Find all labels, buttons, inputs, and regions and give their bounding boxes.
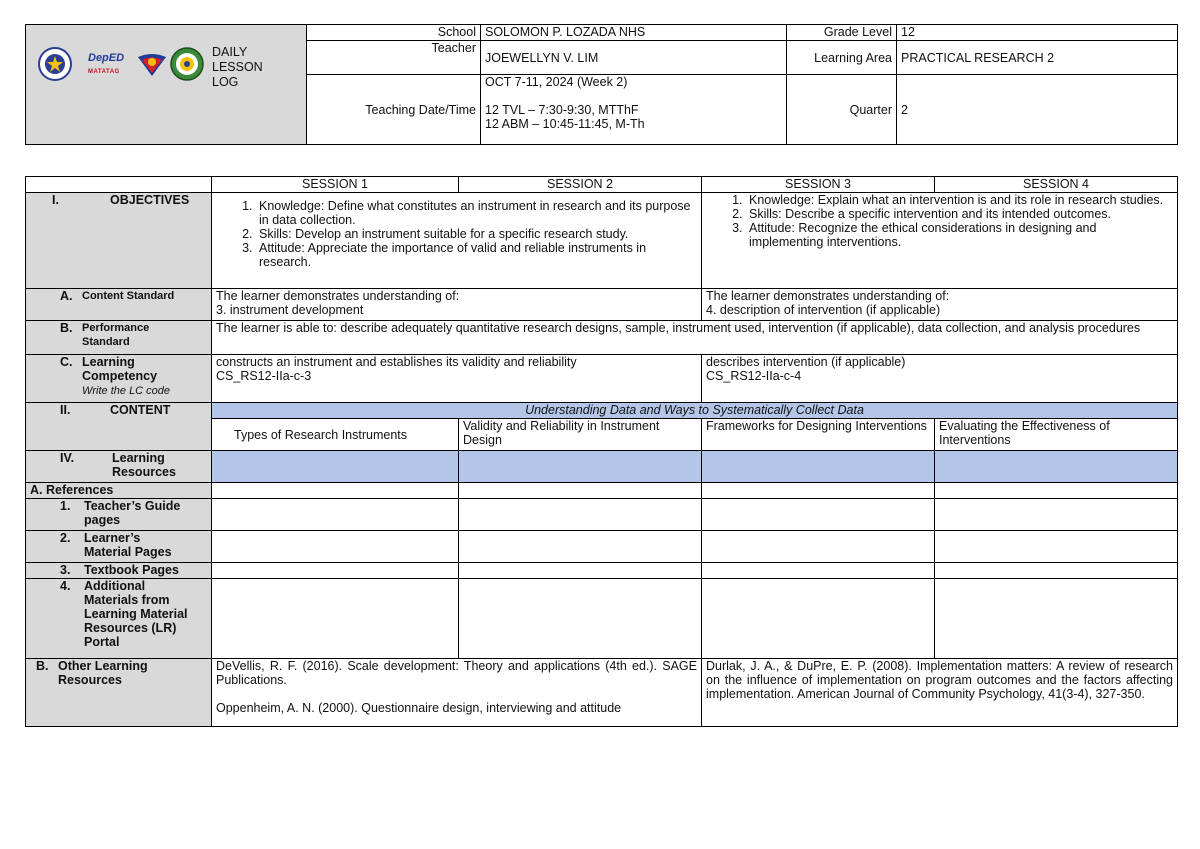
section-label: Other Learning Resources [58, 659, 148, 687]
grade-label: Grade Level [787, 25, 897, 41]
item-number: 1. [60, 499, 71, 513]
lesson-log-table [25, 176, 1178, 727]
bagong-pilipinas-logo [136, 51, 168, 77]
objective-item: 1. Knowledge: Define what constitutes an instrument in research and its purpose in data collection. [256, 199, 697, 227]
empty-cell [935, 563, 1178, 579]
empty-cell [935, 499, 1178, 531]
resources-cell [459, 451, 702, 483]
logo-strip [38, 47, 214, 81]
topic-session-4: Evaluating the Effectiveness of Interventions [935, 419, 1178, 451]
objective-item: 2. Skills: Describe a specific intervention and its intended outcomes. [746, 207, 1173, 221]
reference-text: Oppenheim, A. N. (2000). Questionnaire design, interviewing and attitude [216, 701, 622, 715]
other-resources-label [26, 659, 212, 727]
empty-cell [702, 483, 935, 499]
section-number: I. [52, 193, 59, 207]
section-label: Learning Resources [112, 451, 176, 479]
resources-cell [212, 451, 459, 483]
empty-cell [702, 499, 935, 531]
teachers-guide-label [26, 499, 212, 531]
section-number: A. [60, 289, 73, 303]
session-header: SESSION 3 [702, 177, 935, 193]
item-label: Textbook Pages [84, 563, 179, 577]
section-label: Performance Standard [82, 322, 150, 348]
school-seal-logo [170, 47, 204, 81]
empty-cell [212, 499, 459, 531]
quarter-label: Quarter [787, 75, 897, 145]
empty-cell [935, 531, 1178, 563]
competency-label [26, 355, 212, 403]
title-line: LOG [212, 75, 239, 89]
standard-text: The learner demonstrates understanding of: [216, 289, 460, 303]
deped-seal-logo [38, 47, 72, 81]
section-label: OBJECTIVES [110, 193, 190, 207]
empty-cell [702, 563, 935, 579]
school-value: SOLOMON P. LOZADA NHS [481, 25, 787, 41]
empty-cell [459, 579, 702, 659]
deped-matatag-logo [88, 51, 132, 79]
empty-cell [935, 483, 1178, 499]
competency-left [212, 355, 702, 403]
date-label: Teaching Date/Time [307, 75, 481, 145]
objectives-session-1-2 [212, 193, 702, 289]
standard-text: 4. description of intervention (if applicable) [706, 303, 941, 317]
session-header: SESSION 1 [212, 177, 459, 193]
date-value [481, 75, 787, 145]
section-label: CONTENT [110, 403, 171, 417]
other-resources-right: Durlak, J. A., & DuPre, E. P. (2008). Implementation matters: A review of research on the influence of implementation on program outcomes and the factors affecting implementation. American Journal of Community Psychology, 41(3-4), 327-350. [702, 659, 1178, 727]
content-standard-label [26, 289, 212, 321]
empty-cell [459, 531, 702, 563]
empty-cell [212, 579, 459, 659]
item-number: 4. [60, 579, 71, 593]
daily-lesson-log-title [212, 45, 263, 90]
header-logo-cell [26, 25, 307, 145]
empty-cell [459, 563, 702, 579]
content-standard-right [702, 289, 1178, 321]
competency-code: CS_RS12-IIa-c-3 [216, 369, 312, 383]
resources-cell [935, 451, 1178, 483]
learners-material-label [26, 531, 212, 563]
additional-materials-label [26, 579, 212, 659]
session-header: SESSION 2 [459, 177, 702, 193]
textbook-pages-label [26, 563, 212, 579]
session-header: SESSION 4 [935, 177, 1178, 193]
time-line: 12 TVL – 7:30-9:30, MTThF [485, 103, 639, 117]
section-number: B. [60, 321, 73, 335]
other-resources-left [212, 659, 702, 727]
title-line: DAILY [212, 45, 248, 59]
empty-cell [459, 499, 702, 531]
title-line: LESSON [212, 60, 263, 74]
empty-cell [212, 483, 459, 499]
resources-cell [702, 451, 935, 483]
content-standard-left [212, 289, 702, 321]
empty-cell [459, 483, 702, 499]
topic-session-2: Validity and Reliability in Instrument Design [459, 419, 702, 451]
date-line: OCT 7-11, 2024 (Week 2) [485, 75, 628, 89]
time-line: 12 ABM – 10:45-11:45, M-Th [485, 117, 645, 131]
performance-standard-text: The learner is able to: describe adequately quantitative research designs, sample, instrument used, intervention (if applicable), data collection, and analysis procedures [212, 321, 1178, 355]
item-label: Additional Materials from Learning Material Resources (LR) Portal [84, 579, 188, 649]
competency-text: describes intervention (if applicable) [706, 355, 906, 369]
objective-item: 3. Attitude: Recognize the ethical considerations in designing and implementing interventions. [746, 221, 1173, 249]
deped-text: DepED [88, 52, 125, 64]
topic-session-3: Frameworks for Designing Interventions [702, 419, 935, 451]
performance-standard-label [26, 321, 212, 355]
empty-cell [212, 531, 459, 563]
section-label: Content Standard [82, 290, 175, 302]
grade-value: 12 [897, 25, 1178, 41]
section-number: IV. [60, 451, 75, 465]
empty-cell [935, 579, 1178, 659]
header-table [25, 24, 1178, 145]
item-number: 2. [60, 531, 71, 545]
section-number: B. [36, 659, 49, 673]
section-number: II. [60, 403, 71, 417]
empty-cell [702, 579, 935, 659]
reference-text: DeVellis, R. F. (2016). Scale development: Theory and applications (4th ed.). SAGE Publications. [216, 659, 697, 687]
area-value: PRACTICAL RESEARCH 2 [897, 41, 1178, 75]
teacher-value: JOEWELLYN V. LIM [481, 41, 787, 75]
learning-resources-label [26, 451, 212, 483]
objectives-list-left [216, 199, 697, 269]
objective-item: 1. Knowledge: Explain what an intervention is and its role in research studies. [746, 193, 1173, 207]
standard-text: The learner demonstrates understanding of: [706, 289, 950, 303]
content-label [26, 403, 212, 451]
objectives-list-right [706, 193, 1173, 249]
area-label: Learning Area [787, 41, 897, 75]
corner-cell [26, 177, 212, 193]
item-label: Teacher’s Guide pages [84, 499, 181, 527]
quarter-value: 2 [897, 75, 1178, 145]
school-label: School [307, 25, 481, 41]
objectives-label [26, 193, 212, 289]
references-label: A. References [26, 483, 212, 499]
objective-item: 3. Attitude: Appreciate the importance of valid and reliable instruments in research. [256, 241, 697, 269]
objective-item: 2. Skills: Develop an instrument suitable for a specific research study. [256, 227, 697, 241]
standard-text: 3. instrument development [216, 303, 364, 317]
content-banner: Understanding Data and Ways to Systematically Collect Data [212, 403, 1178, 419]
topic-session-1: Types of Research Instruments [212, 419, 459, 451]
section-number: C. [60, 355, 73, 369]
section-label: Learning Competency Write the LC code [82, 355, 171, 397]
teacher-label: Teacher [307, 41, 481, 75]
competency-text: constructs an instrument and establishes its validity and reliability [216, 355, 577, 369]
matatag-text: MATATAG [88, 69, 120, 75]
competency-code: CS_RS12-IIa-c-4 [706, 369, 802, 383]
item-number: 3. [60, 563, 71, 577]
competency-right [702, 355, 1178, 403]
item-label: Learner’s Material Pages [84, 531, 172, 559]
empty-cell [702, 531, 935, 563]
empty-cell [212, 563, 459, 579]
objectives-session-3-4 [702, 193, 1178, 289]
